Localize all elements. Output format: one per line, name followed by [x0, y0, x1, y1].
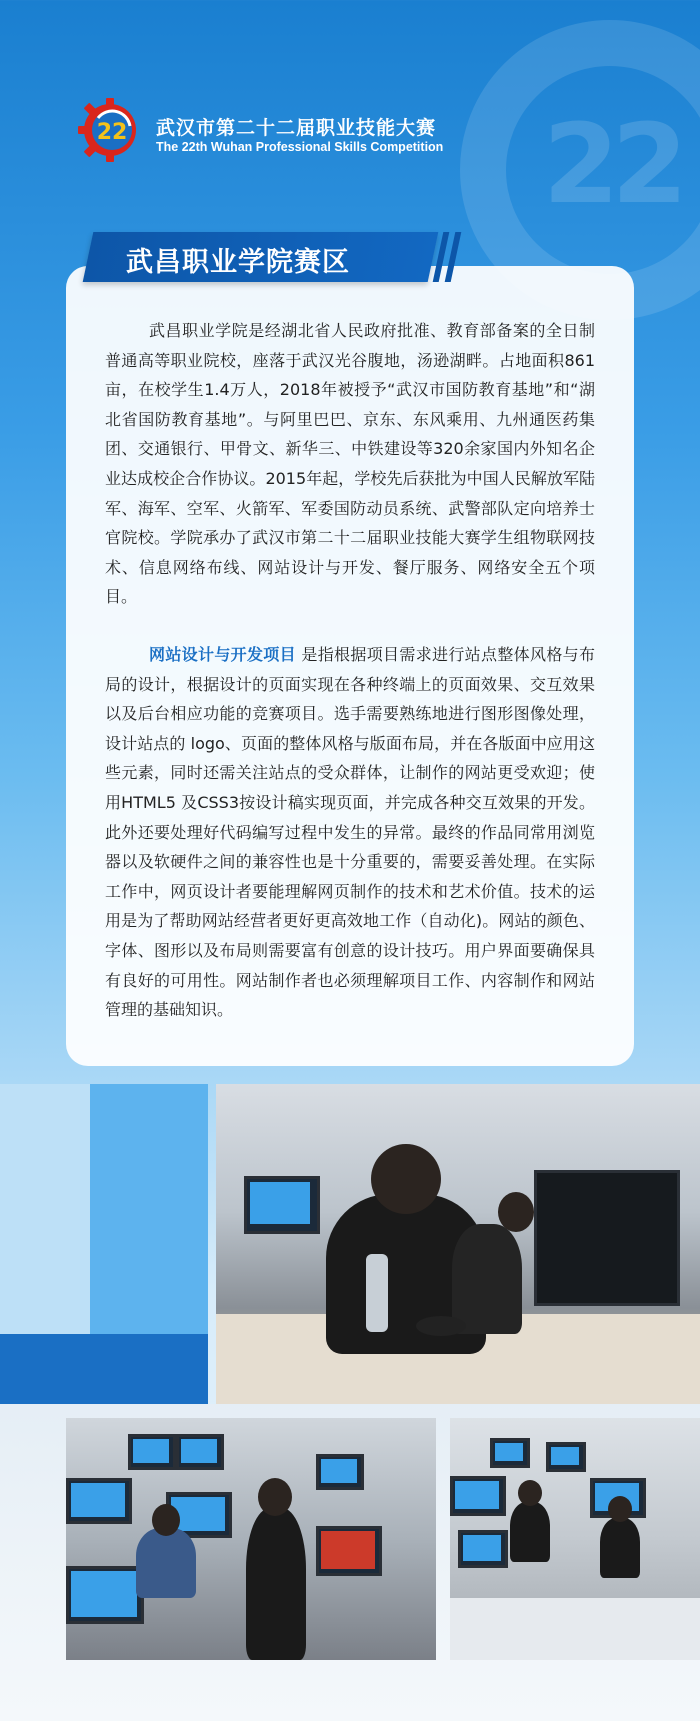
decor-block-light: [90, 1084, 208, 1334]
competition-title-en: The 22th Wuhan Professional Skills Competition: [156, 140, 444, 154]
competition-logo: [78, 98, 142, 162]
project-name: 网站设计与开发项目: [149, 645, 296, 664]
bg-number-watermark: 22: [542, 100, 680, 228]
section-title: 武昌职业学院赛区: [126, 247, 350, 278]
competition-photo-left: [66, 1418, 436, 1660]
project-paragraph: [105, 640, 595, 1025]
banner-stripes: [438, 232, 468, 282]
logo-number: 22: [96, 120, 128, 145]
project-description: 是指根据项目需求进行站点整体风格与布局的设计，根据设计的页面实现在各种终端上的页面效果、交互效果以及后台相应功能的竞赛项目。选手需要熟练地进行图形图像处理，设计站点的 logo、页面的整体风格与版面布局，并在各版面中应用这些元素，同时还需关注站点的受众群体，让制作的网站更受欢迎；使用HTML5 及CSS3按设计稿实现页面，并完成各种交互效果的开发。此外还要处理好代码编写过程中发生的异常。最终的作品同常用浏览器以及软硬件之间的兼容性也是十分重要的，需要妥善处理。在实际工作中，网页设计者要能理解网页制作的技术和艺术价值。技术的运用是为了帮助网站经营者更好更高效地工作（自动化)。网站的颜色、字体、图形以及布局则需要富有创意的设计技巧。用户界面要确保具有良好的可用性。网站制作者也必须理解项目工作、内容制作和网站管理的基础知识。: [105, 645, 595, 1020]
competition-title-cn: 武汉市第二十二届职业技能大赛: [156, 117, 437, 139]
competition-photo-main: [216, 1084, 700, 1404]
decor-block-dark: [0, 1334, 208, 1404]
competition-photo-right: [450, 1418, 700, 1660]
intro-paragraph: 武昌职业学院是经湖北省人民政府批准、教育部备案的全日制普通高等职业院校，座落于武汉光谷腹地，汤逊湖畔。占地面积861亩，在校学生1.4万人，2018年被授予“武汉市国防教育基地”和“湖北省国防教育基地”。与阿里巴巴、京东、东风乘用、九州通医药集团、交通银行、甲骨文、新华三、中铁建设等320余家国内外知名企业达成校企合作协议。2015年起，学校先后获批为中国人民解放军陆军、海军、空军、火箭军、军委国防动员系统、武警部队定向培养士官院校。学院承办了武汉市第二十二届职业技能大赛学生组物联网技术、信息网络布线、网站设计与开发、餐厅服务、网络安全五个项目。: [105, 321, 595, 607]
decor-block-pale: [0, 1084, 90, 1334]
